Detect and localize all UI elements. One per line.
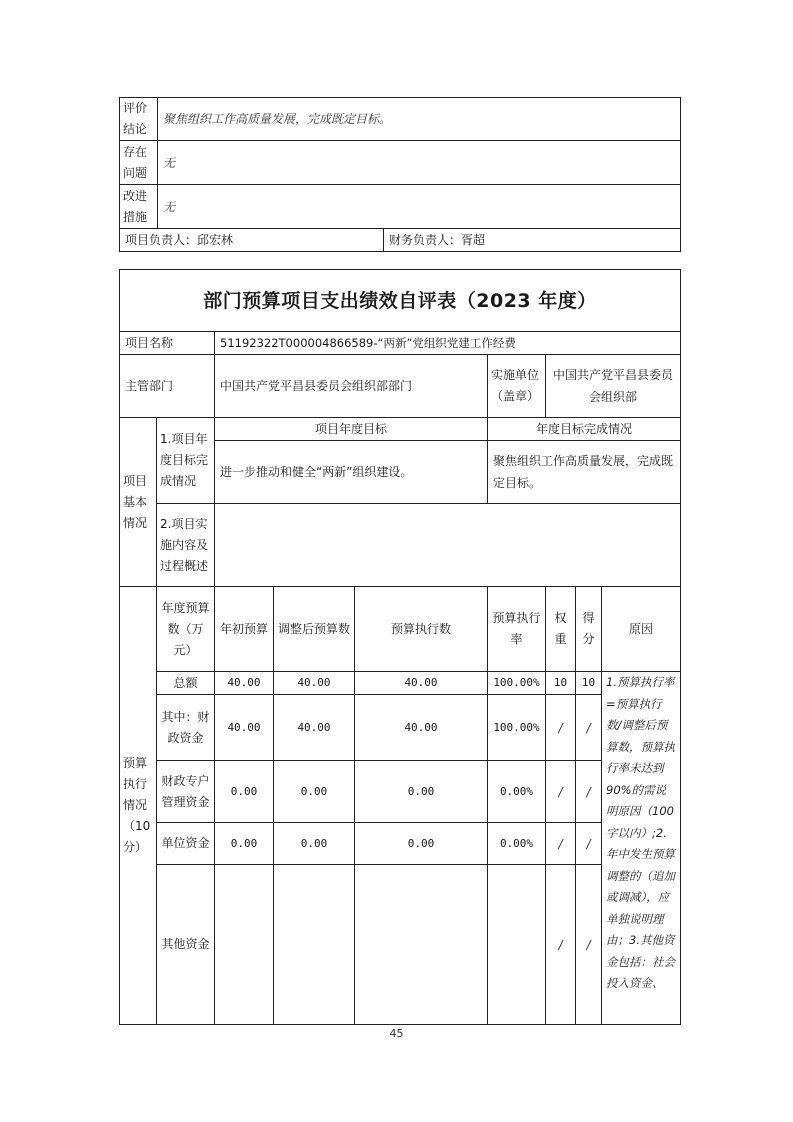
budget-row-score: / — [576, 761, 602, 823]
impl-unit-value: 中国共产党平昌县委员会组织部 — [546, 355, 681, 418]
budget-row-name: 总额 — [157, 672, 215, 695]
improvement-measures-value: 无 — [158, 185, 681, 229]
budget-row-adjusted: 40.00 — [274, 695, 355, 761]
budget-row-initial: 0.00 — [215, 761, 274, 823]
budget-row-weight: / — [546, 823, 576, 865]
budget-row — [120, 672, 681, 695]
budget-row-name: 其中：财政资金 — [157, 695, 215, 761]
budget-row-weight: / — [546, 865, 576, 1025]
finance-leader: 财务负责人：胥超 — [384, 229, 681, 252]
budget-row-rate: 100.00% — [488, 695, 546, 761]
dept-value: 中国共产党平昌县委员会组织部部门 — [215, 355, 488, 418]
dept-label: 主管部门 — [120, 355, 215, 418]
budget-row-name: 单位资金 — [157, 823, 215, 865]
budget-row — [120, 865, 681, 1025]
goal-value: 进一步推动和健全“两新”组织建设。 — [215, 441, 488, 504]
eval-conclusion-value: 聚焦组织工作高质量发展，完成既定目标。 — [158, 98, 681, 141]
budget-header-rate: 预算执行率 — [488, 587, 546, 672]
budget-row-initial — [215, 865, 274, 1025]
budget-header-adjusted: 调整后预算数 — [274, 587, 355, 672]
budget-row-adjusted: 40.00 — [274, 672, 355, 695]
budget-row-score: / — [576, 865, 602, 1025]
budget-row-executed: 0.00 — [355, 823, 488, 865]
page-number: 45 — [389, 1027, 404, 1040]
budget-row-executed: 40.00 — [355, 672, 488, 695]
budget-row-initial: 0.00 — [215, 823, 274, 865]
existing-problems-label: 存在问题 — [120, 141, 158, 185]
budget-row-weight: / — [546, 695, 576, 761]
impl-section-value — [215, 504, 681, 587]
budget-header-annual: 年度预算数（万元） — [157, 587, 215, 672]
evaluation-summary-table — [119, 97, 681, 252]
project-leader: 项目负责人：邱宏林 — [120, 229, 384, 252]
budget-row-initial: 40.00 — [215, 672, 274, 695]
budget-row — [120, 761, 681, 823]
completion-value: 聚焦组织工作高质量发展，完成既定目标。 — [488, 441, 681, 504]
budget-row-rate: 0.00% — [488, 761, 546, 823]
budget-header-executed: 预算执行数 — [355, 587, 488, 672]
budget-header-reason: 原因 — [602, 587, 681, 672]
basic-info-label: 项目基本情况 — [120, 418, 157, 587]
budget-row-rate — [488, 865, 546, 1025]
form-title: 部门预算项目支出绩效自评表（2023 年度） — [120, 270, 681, 332]
budget-row-rate: 0.00% — [488, 823, 546, 865]
budget-row-rate: 100.00% — [488, 672, 546, 695]
completion-header: 年度目标完成情况 — [488, 418, 681, 441]
budget-row-weight: / — [546, 761, 576, 823]
budget-header-initial: 年初预算 — [215, 587, 274, 672]
improvement-measures-label: 改进措施 — [120, 185, 158, 229]
project-name-label: 项目名称 — [120, 332, 215, 355]
performance-self-evaluation-form — [119, 269, 681, 1025]
budget-row-executed: 0.00 — [355, 761, 488, 823]
budget-row-name: 其他资金 — [157, 865, 215, 1025]
impl-section-label: 2.项目实施内容及过程概述 — [157, 504, 215, 587]
budget-row-name: 财政专户管理资金 — [157, 761, 215, 823]
budget-section-label: 预算执行情况（10分） — [120, 587, 157, 1025]
budget-row-score: / — [576, 823, 602, 865]
budget-row-score: 10 — [576, 672, 602, 695]
eval-conclusion-label: 评价结论 — [120, 98, 158, 141]
budget-row-initial: 40.00 — [215, 695, 274, 761]
budget-row — [120, 695, 681, 761]
budget-row-executed: 40.00 — [355, 695, 488, 761]
budget-row-adjusted: 0.00 — [274, 761, 355, 823]
budget-header-score: 得分 — [576, 587, 602, 672]
budget-row-weight: 10 — [546, 672, 576, 695]
budget-row-executed — [355, 865, 488, 1025]
goal-section-label: 1.项目年度目标完成情况 — [157, 418, 215, 504]
budget-row-score: / — [576, 695, 602, 761]
project-name-value: 51192322T000004866589-“两新”党组织党建工作经费 — [215, 332, 681, 355]
existing-problems-value: 无 — [158, 141, 681, 185]
impl-unit-label: 实施单位（盖章） — [488, 355, 546, 418]
budget-row-adjusted: 0.00 — [274, 823, 355, 865]
goal-header: 项目年度目标 — [215, 418, 488, 441]
budget-row-adjusted — [274, 865, 355, 1025]
budget-row — [120, 823, 681, 865]
budget-header-weight: 权重 — [546, 587, 576, 672]
reason-text: 1.预算执行率=预算执行数/调整后预算数，预算执行率未达到90%的需说明原因（100字以内）;2.年中发生预算调整的（追加或调减），应单独说明理由；3.其他资金包括：社会投入资金、 — [602, 672, 681, 1025]
